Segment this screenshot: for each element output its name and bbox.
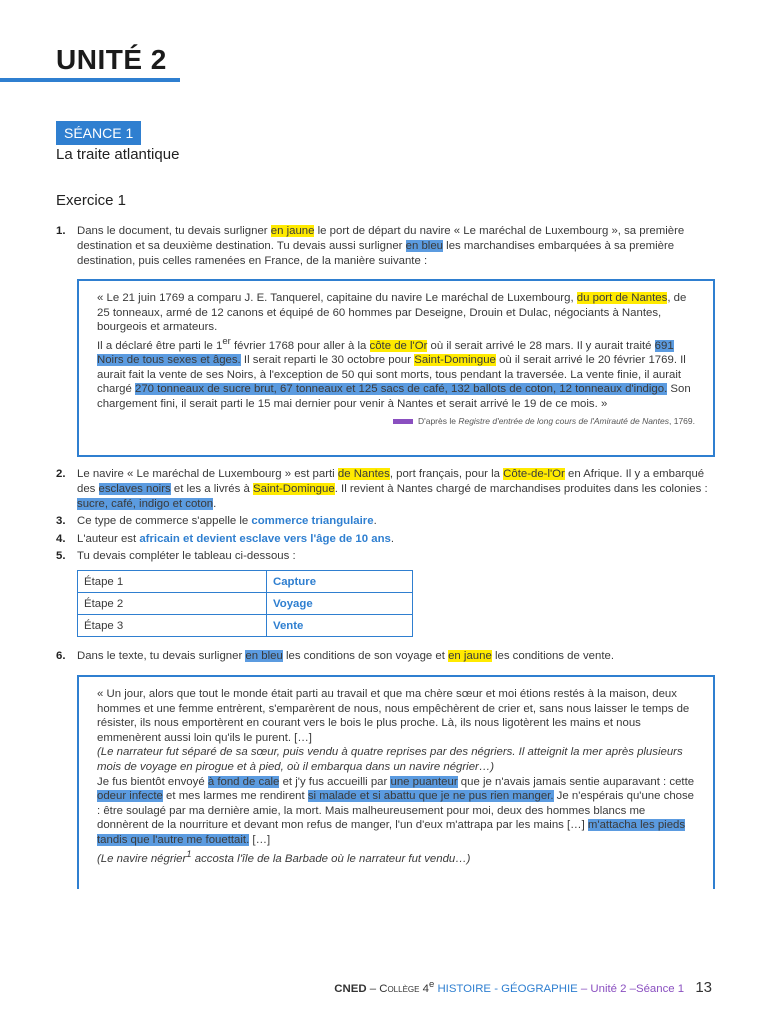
quote-paragraph: Il a déclaré être parti le 1er février 1768 pour aller à la côte de l'Or où il serait arrivé le 28 mars. Il y aurait traité 691 Noirs de tous sexes et âges. Il serait reparti le 30 octobre pour Saint-Domingue où il serait arrivé le 20 février 1769. Il aurait fait la vente de ses Noirs, à l'exception de 50 qui sont morts, tous pendant la traversée. La vente finie, il aurait chargé 270 tonneaux de sucre brut, 67 tonneaux et 125 sacs de café, 132 ballots de coton, 12 tonneaux d'indigo. Son chargement fini, il serait parti le 15 mai dernier pour venir à Nantes et serait arrivé le 19 de ce mois. » [97, 335, 691, 410]
question-text: Tu devais compléter le tableau ci-dessous : [77, 550, 296, 562]
unit-title: UNITÉ 2 [56, 44, 167, 75]
highlight-blue: 691 Noirs de tous sexes et âges. [97, 339, 674, 367]
footer-unit-seance: – Unité 2 –Séance 1 [577, 983, 685, 995]
question-number: 6. [56, 650, 66, 662]
question-text: Dans le texte, tu devais surligner en bleu les conditions de son voyage et en jaune les conditions de vente. [77, 650, 615, 662]
answer-text: commerce triangulaire [251, 515, 374, 527]
source-citation: D'après le Registre d'entrée de long cours de l'Amirauté de Nantes, 1769. [97, 414, 695, 429]
highlight-blue: odeur infecte [97, 790, 163, 803]
stage-label: Étape 1 [78, 571, 267, 593]
table-row [78, 593, 413, 615]
stage-value: Voyage [267, 593, 413, 615]
quote-narrator-note: (Le narrateur fut séparé de sa sœur, puis vendu à quatre reprises par des négriers. Il atteignit la mer après plusieurs mois de voyage en pirogue et à pied, où il embarqua dans un navire négrier…) [97, 746, 683, 773]
highlight-blue: esclaves noirs [98, 483, 171, 495]
quote-paragraph: « Un jour, alors que tout le monde était parti au travail et que ma chère sœur et moi étions restés à la maison, deux hommes et une femme entrèrent, s'emparèrent de nous, nous empêchèrent de crier et, sans nous laisser le temps de résister, ils nous emportèrent en courant vers le bois le plus proche. Là, ils nous ligotèrent les mains et nous emmenèrent aussi loin qu'ils le purent. […] [97, 688, 690, 744]
table-row [78, 615, 413, 637]
highlight-yellow: Côte-de-l'Or [503, 468, 565, 480]
seance-title: La traite atlantique [56, 146, 180, 163]
highlight-blue: 270 tonneaux de sucre brut, 67 tonneaux et 125 sacs de café, 132 ballots de coton, 12 tonneaux d'indigo. [135, 383, 668, 396]
page-number: 13 [695, 979, 712, 996]
quote-paragraph: Je fus bientôt envoyé à fond de cale et j'y fus accueilli par une puanteur que je n'avais jamais sentie auparavant : cette odeur infecte et mes larmes me rendirent si malade et si abattu que je ne pus rien manger. Je n'espérais qu'une chose : être soulagé par ma dernière amie, la mort. Mais malheureusement pour moi, deux des hommes blancs me donnèrent de la nourriture et devant mon refus de manger, l'un d'eux m'attrapa par les mains […] m'attacha les pieds tandis que l'autre me fouettait. […] [97, 775, 695, 846]
stage-value: Capture [267, 571, 413, 593]
quote-narrator-note: (Le navire négrier$^1$ accosta l'île de la Barbade où le narrateur fut vendu…) [97, 848, 471, 865]
question-2 [56, 467, 708, 512]
question-5 [56, 549, 708, 564]
question-number: 3. [56, 515, 66, 527]
quote-box-narrative [77, 675, 715, 889]
question-text: Ce type de commerce s'appelle le commerce triangulaire. [77, 515, 377, 527]
question-text: Dans le document, tu devais surligner en jaune le port de départ du navire « Le maréchal de Luxembourg », sa première destination et sa deuxième destination. Tu devais aussi surligner en bleu les marchandises embarquées à sa première destination, puis celles ramenées en France, de la manière suivante : [77, 225, 685, 267]
highlight-yellow: Saint-Domingue [414, 354, 496, 367]
highlight-yellow: en jaune [270, 225, 315, 237]
question-3 [56, 514, 708, 529]
question-number: 5. [56, 550, 66, 562]
question-1 [56, 224, 708, 269]
highlight-yellow: Saint-Domingue [253, 483, 335, 495]
stage-label: Étape 3 [78, 615, 267, 637]
highlight-blue: si malade et si abattu que je ne pus rien manger. [307, 790, 554, 803]
footer-college: Collège [379, 983, 420, 995]
stage-value: Vente [267, 615, 413, 637]
highlight-blue: m'attacha les pieds tandis que l'autre me fouettait. [97, 819, 686, 846]
footer-subject: HISTOIRE - GÉOGRAPHIE [437, 983, 578, 995]
page-footer: CNED – Collège 4e HISTOIRE - GÉOGRAPHIE – Unité 2 –Séance 1 13 [334, 979, 712, 996]
seance-badge: SÉANCE 1 [56, 121, 141, 145]
stages-table [77, 570, 413, 637]
unit-title-rule [0, 78, 180, 82]
answer-text: africain et devient esclave vers l'âge de 10 ans [139, 533, 391, 545]
question-text: L'auteur est africain et devient esclave vers l'âge de 10 ans. [77, 533, 395, 545]
question-text: Le navire « Le maréchal de Luxembourg » est parti de Nantes, port français, pour la Côte-de-l'Or en Afrique. Il y a embarqué des esclaves noirs et les a livrés à Saint-Domingue. Il revient à Nantes chargé de marchandises produites dans les colonies : sucre, café, indigo et coton. [77, 468, 708, 510]
highlight-blue: en bleu [245, 650, 283, 662]
highlight-blue: à fond de cale [207, 775, 280, 788]
source-marker-icon [393, 419, 413, 424]
quote-box-ship-register [77, 279, 715, 457]
table-row [78, 571, 413, 593]
footer-cned: CNED [334, 983, 367, 995]
highlight-blue: une puanteur [390, 775, 458, 788]
highlight-yellow: du port de Nantes [576, 292, 668, 304]
quote-paragraph: « Le 21 juin 1769 a comparu J. E. Tanquerel, capitaine du navire Le maréchal de Luxembourg, du port de Nantes, de 25 tonneaux, armé de 12 canons et équipé de 60 hommes par Deseigne, Drouin et Dulac, négociants à Nantes, bourgeois et armateurs. [97, 292, 687, 334]
highlight-yellow: côte de l'Or [369, 339, 428, 352]
highlight-yellow: de Nantes [337, 468, 390, 480]
highlight-blue: en bleu [405, 240, 443, 252]
highlight-blue: sucre, café, indigo et coton [77, 498, 214, 510]
question-6 [56, 649, 708, 664]
question-4 [56, 532, 708, 547]
exercise-title: Exercice 1 [56, 192, 127, 209]
stage-label: Étape 2 [78, 593, 267, 615]
question-number: 1. [56, 225, 66, 237]
question-number: 2. [56, 468, 66, 480]
question-number: 4. [56, 533, 66, 545]
highlight-yellow: en jaune [448, 650, 492, 662]
